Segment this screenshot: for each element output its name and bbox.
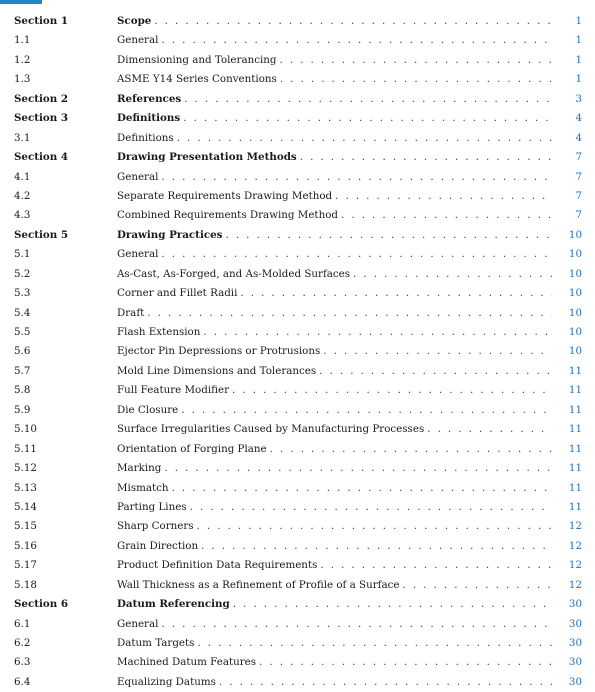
dot-leader xyxy=(240,284,552,303)
dot-leader xyxy=(353,265,552,284)
toc-entry-title: Machined Datum Features xyxy=(117,656,257,669)
toc-entry-title-wrap xyxy=(117,381,552,400)
toc-entry-title-wrap xyxy=(117,576,552,595)
dot-leader xyxy=(197,634,552,653)
toc-entry-title-wrap xyxy=(117,556,552,575)
dot-leader xyxy=(161,245,552,264)
dot-leader xyxy=(341,206,552,225)
toc-entry-number: Section 6 xyxy=(14,598,69,611)
toc-entry-number: 5.5 xyxy=(14,326,31,338)
dot-leader xyxy=(203,323,552,342)
toc-section-row[interactable] xyxy=(14,148,582,167)
toc-entry-row[interactable] xyxy=(14,381,582,400)
toc-entry-row[interactable] xyxy=(14,479,582,498)
toc-entry-title-wrap xyxy=(117,206,552,225)
toc-entry-title-wrap xyxy=(117,12,552,31)
toc-entry-title-wrap xyxy=(117,634,552,653)
toc-entry-number: 6.4 xyxy=(14,675,31,688)
toc-entry-title-wrap xyxy=(117,109,552,128)
toc-entry-number: Section 2 xyxy=(14,92,69,105)
toc-entry-row[interactable] xyxy=(14,206,582,225)
toc-entry-row[interactable] xyxy=(14,31,582,50)
dot-leader xyxy=(219,673,552,692)
toc-entry-number: 4.3 xyxy=(14,209,31,222)
toc-entry-number: 4.1 xyxy=(14,170,31,183)
dot-leader xyxy=(300,148,552,167)
toc-page-link[interactable]: 11 xyxy=(568,423,582,436)
toc-entry-row[interactable] xyxy=(14,284,582,303)
toc-page-link[interactable]: 1 xyxy=(575,73,582,86)
toc-page-link[interactable]: 1 xyxy=(575,34,582,47)
dot-leader xyxy=(190,498,552,517)
toc-entry-row[interactable] xyxy=(14,459,582,478)
toc-entry-row[interactable] xyxy=(14,51,582,70)
dot-leader xyxy=(161,615,552,634)
toc-entry-number: Section 3 xyxy=(14,112,69,125)
toc-entry-number: 1.3 xyxy=(14,73,31,86)
toc-entry-number: 5.13 xyxy=(14,481,37,494)
toc-entry-title: As-Cast, As-Forged, and As-Molded Surfaces xyxy=(117,267,351,280)
toc-entry-row[interactable] xyxy=(14,440,582,459)
toc-entry-title-wrap xyxy=(117,284,552,303)
toc-entry-title-wrap xyxy=(117,498,552,517)
toc-page-link[interactable]: 7 xyxy=(575,170,582,183)
toc-entry-title-wrap xyxy=(117,90,552,109)
toc-entry-title: General xyxy=(117,34,159,47)
toc-page-link[interactable]: 4 xyxy=(575,112,582,125)
toc-section-row[interactable] xyxy=(14,595,582,614)
toc-entry-title: Surface Irregularities Caused by Manufacturing Processes xyxy=(117,423,425,436)
toc-entry-number: Section 5 xyxy=(14,228,69,241)
toc-entry-title: Full Feature Modifier xyxy=(117,384,230,397)
toc-entry-title: Sharp Corners xyxy=(117,520,194,533)
dot-leader xyxy=(177,129,552,148)
toc-page-link[interactable]: 30 xyxy=(568,675,582,688)
toc-entry-row[interactable] xyxy=(14,537,582,556)
toc-entry-title-wrap xyxy=(117,245,552,264)
dot-leader xyxy=(183,109,552,128)
toc-section-row[interactable] xyxy=(14,12,582,31)
toc-entry-number: 5.8 xyxy=(14,384,31,397)
toc-entry-row[interactable] xyxy=(14,420,582,439)
dot-leader xyxy=(147,304,552,323)
toc-entry-row[interactable] xyxy=(14,304,582,323)
toc-entry-title-wrap xyxy=(117,673,552,692)
toc-entry-title-wrap xyxy=(117,168,552,187)
toc-entry-title-wrap xyxy=(117,31,552,50)
toc-page-link[interactable]: 10 xyxy=(568,228,582,241)
toc-entry-title-wrap xyxy=(117,459,552,478)
toc-entry-title: Definitions xyxy=(117,112,181,125)
toc-page-link[interactable]: 11 xyxy=(568,403,582,416)
toc-entry-number: Section 4 xyxy=(14,151,69,164)
toc-entry-title: Draft xyxy=(117,306,145,319)
dot-leader xyxy=(319,362,552,381)
toc-page-link[interactable]: 7 xyxy=(575,209,582,222)
toc-entry-row[interactable] xyxy=(14,70,582,89)
dot-leader xyxy=(280,70,552,89)
toc-page-link[interactable]: 11 xyxy=(568,462,582,475)
toc-entry-title: Datum Targets xyxy=(117,637,195,649)
toc-entry-number: 5.2 xyxy=(14,267,31,280)
dot-leader xyxy=(232,381,552,400)
toc-entry-title-wrap xyxy=(117,226,552,245)
dot-leader xyxy=(402,576,552,595)
toc-entry-number: Section 1 xyxy=(14,15,69,27)
toc-entry-number: 5.16 xyxy=(14,539,37,552)
toc-entry-title-wrap xyxy=(117,187,552,206)
toc-entry-title: Combined Requirements Drawing Method xyxy=(117,209,338,222)
toc-entry-title: Scope xyxy=(117,15,152,27)
toc-entry-number: 5.15 xyxy=(14,520,37,533)
toc-page-link[interactable]: 11 xyxy=(568,500,582,513)
toc-page-link[interactable]: 30 xyxy=(568,637,582,649)
toc-page-link[interactable]: 30 xyxy=(568,617,582,630)
toc-entry-row[interactable] xyxy=(14,556,582,575)
toc-entry-number: 5.3 xyxy=(14,287,31,300)
toc-entry-number: 1.2 xyxy=(14,53,31,66)
toc-entry-title: Ejector Pin Depressions or Protrusions xyxy=(117,345,321,358)
table-of-contents xyxy=(14,12,582,692)
toc-entry-title-wrap xyxy=(117,479,552,498)
toc-entry-title: General xyxy=(117,170,159,183)
dot-leader xyxy=(161,168,552,187)
toc-entry-title: General xyxy=(117,248,159,261)
toc-entry-number: 5.14 xyxy=(14,500,37,513)
toc-entry-number: 5.7 xyxy=(14,364,31,377)
toc-entry-row[interactable] xyxy=(14,362,582,381)
toc-entry-title-wrap xyxy=(117,129,552,148)
dot-leader xyxy=(201,537,552,556)
dot-leader xyxy=(320,556,552,575)
toc-entry-number: 6.3 xyxy=(14,656,31,669)
toc-entry-row[interactable] xyxy=(14,615,582,634)
toc-entry-title-wrap xyxy=(117,653,552,672)
dot-leader xyxy=(427,420,552,439)
toc-page-link[interactable]: 10 xyxy=(568,306,582,319)
toc-entry-number: 4.2 xyxy=(14,189,31,202)
dot-leader xyxy=(197,517,552,536)
toc-entry-row[interactable] xyxy=(14,245,582,264)
toc-entry-row[interactable] xyxy=(14,342,582,361)
dot-leader xyxy=(154,12,552,31)
dot-leader xyxy=(164,459,552,478)
toc-page-link[interactable]: 3 xyxy=(575,92,582,105)
toc-page-link[interactable]: 10 xyxy=(568,287,582,300)
toc-entry-row[interactable] xyxy=(14,401,582,420)
toc-entry-title: Corner and Fillet Radii xyxy=(117,287,238,300)
toc-entry-title-wrap xyxy=(117,440,552,459)
toc-page-link[interactable]: 7 xyxy=(575,189,582,202)
toc-entry-title-wrap xyxy=(117,265,552,284)
toc-entry-row[interactable] xyxy=(14,653,582,672)
toc-page-link[interactable]: 10 xyxy=(568,248,582,261)
toc-entry-title: Product Definition Data Requirements xyxy=(117,559,318,572)
dot-leader xyxy=(161,31,552,50)
toc-section-row[interactable] xyxy=(14,226,582,245)
toc-entry-number: 5.4 xyxy=(14,306,31,319)
toc-entry-row[interactable] xyxy=(14,265,582,284)
toc-page-link[interactable]: 11 xyxy=(568,481,582,494)
toc-page-link[interactable]: 11 xyxy=(568,384,582,397)
toc-entry-number: 5.17 xyxy=(14,559,37,572)
toc-page-link[interactable]: 11 xyxy=(568,442,582,455)
toc-entry-title: References xyxy=(117,92,182,105)
toc-entry-row[interactable] xyxy=(14,187,582,206)
dot-leader xyxy=(280,51,552,70)
toc-entry-title-wrap xyxy=(117,595,552,614)
toc-entry-title: Die Closure xyxy=(117,403,179,416)
toc-page-link[interactable]: 30 xyxy=(568,598,582,611)
toc-page-link[interactable]: 30 xyxy=(568,656,582,669)
toc-entry-title-wrap xyxy=(117,537,552,556)
toc-entry-title-wrap xyxy=(117,51,552,70)
toc-entry-number: 6.1 xyxy=(14,617,31,630)
toc-entry-row[interactable] xyxy=(14,673,582,692)
toc-entry-title-wrap xyxy=(117,304,552,323)
toc-page-link[interactable]: 1 xyxy=(575,15,582,27)
toc-entry-title: Marking xyxy=(117,462,162,475)
dot-leader xyxy=(184,90,552,109)
toc-entry-number: 6.2 xyxy=(14,637,31,649)
toc-entry-title: Grain Direction xyxy=(117,539,199,552)
toc-section-row[interactable] xyxy=(14,109,582,128)
dot-leader xyxy=(335,187,552,206)
toc-entry-title-wrap xyxy=(117,401,552,420)
toc-entry-title-wrap xyxy=(117,323,552,342)
toc-page-link[interactable]: 12 xyxy=(568,520,582,533)
toc-entry-title: Datum Referencing xyxy=(117,598,230,611)
toc-entry-row[interactable] xyxy=(14,168,582,187)
toc-entry-number: 5.11 xyxy=(14,442,37,455)
toc-entry-title: ASME Y14 Series Conventions xyxy=(117,73,277,86)
toc-entry-title-wrap xyxy=(117,615,552,634)
toc-entry-title: Separate Requirements Drawing Method xyxy=(117,189,333,202)
dot-leader xyxy=(172,479,552,498)
toc-page-link[interactable]: 12 xyxy=(568,578,582,591)
toc-entry-title: Parting Lines xyxy=(117,500,187,513)
toc-entry-row[interactable] xyxy=(14,576,582,595)
toc-page-link[interactable]: 7 xyxy=(575,151,582,164)
toc-entry-title: Wall Thickness as a Refinement of Profile of a Surface xyxy=(117,578,400,591)
toc-entry-title: Mold Line Dimensions and Tolerances xyxy=(117,364,317,377)
toc-page-link[interactable]: 1 xyxy=(575,53,582,66)
toc-page-link[interactable]: 10 xyxy=(568,326,582,338)
toc-entry-number: 5.1 xyxy=(14,248,31,261)
toc-entry-number: 5.10 xyxy=(14,423,37,436)
toc-page-link[interactable]: 10 xyxy=(568,267,582,280)
toc-entry-number: 5.9 xyxy=(14,403,31,416)
toc-page-link[interactable]: 10 xyxy=(568,345,582,358)
toc-section-row[interactable] xyxy=(14,90,582,109)
toc-page-link[interactable]: 12 xyxy=(568,539,582,552)
toc-entry-number: 5.12 xyxy=(14,462,37,475)
dot-leader xyxy=(323,342,552,361)
dot-leader xyxy=(259,653,552,672)
toc-entry-title-wrap xyxy=(117,420,552,439)
dot-leader xyxy=(270,440,552,459)
toc-entry-title: Drawing Practices xyxy=(117,228,223,241)
toc-page-link[interactable]: 4 xyxy=(575,131,582,144)
toc-entry-row[interactable] xyxy=(14,323,582,342)
toc-entry-title-wrap xyxy=(117,148,552,167)
toc-entry-title: Dimensioning and Tolerancing xyxy=(117,53,277,66)
toc-entry-title: Equalizing Datums xyxy=(117,675,216,688)
toc-entry-title-wrap xyxy=(117,362,552,381)
toc-entry-number: 5.18 xyxy=(14,578,37,591)
toc-entry-number: 5.6 xyxy=(14,345,31,358)
toc-entry-title: Drawing Presentation Methods xyxy=(117,151,297,164)
toc-entry-row[interactable] xyxy=(14,517,582,536)
toc-entry-row[interactable] xyxy=(14,634,582,653)
toc-page-link[interactable]: 11 xyxy=(568,364,582,377)
dot-leader xyxy=(181,401,552,420)
corner-accent-bar xyxy=(0,0,42,4)
toc-entry-title: Mismatch xyxy=(117,481,169,494)
toc-entry-row[interactable] xyxy=(14,129,582,148)
toc-entry-title: Flash Extension xyxy=(117,326,201,338)
dot-leader xyxy=(233,595,552,614)
toc-entry-number: 1.1 xyxy=(14,34,31,47)
toc-page-link[interactable]: 12 xyxy=(568,559,582,572)
toc-entry-title-wrap xyxy=(117,517,552,536)
toc-entry-number: 3.1 xyxy=(14,131,31,144)
toc-entry-title: Definitions xyxy=(117,131,174,144)
toc-entry-title: Orientation of Forging Plane xyxy=(117,442,267,455)
toc-entry-title: General xyxy=(117,617,159,630)
toc-entry-row[interactable] xyxy=(14,498,582,517)
toc-entry-title-wrap xyxy=(117,342,552,361)
toc-entry-title-wrap xyxy=(117,70,552,89)
dot-leader xyxy=(225,226,552,245)
